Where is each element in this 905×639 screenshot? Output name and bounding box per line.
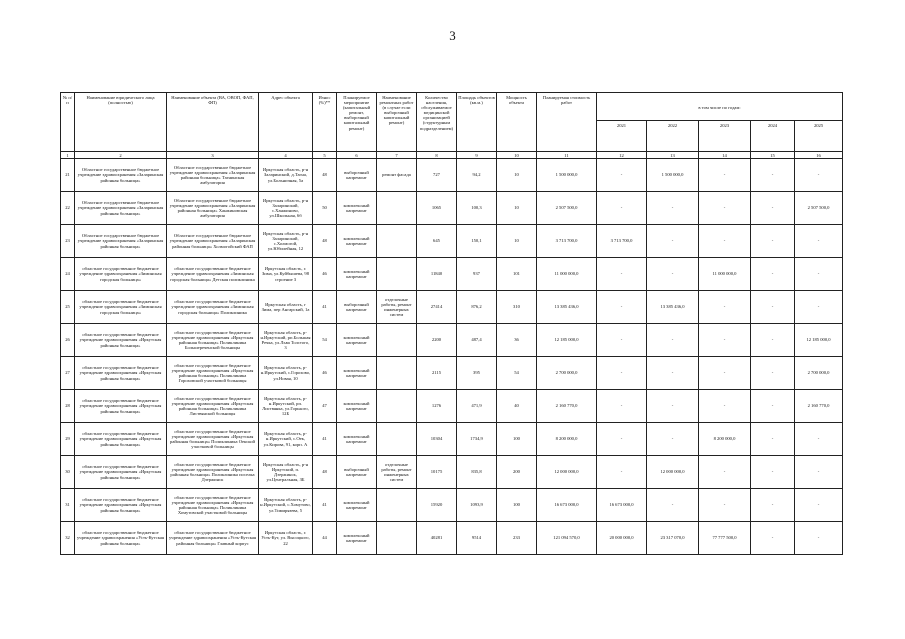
cell-event: выборочный капремонт xyxy=(337,456,377,489)
cell-wear: 41 xyxy=(313,489,337,522)
cell-2025: - xyxy=(795,522,843,555)
cell-entity: областное государственное бюджетное учреждение здравоохранения «Зиминская городская больница» xyxy=(75,258,167,291)
cell-event: комплексный капремонт xyxy=(337,489,377,522)
column-number: 5 xyxy=(313,152,337,159)
table-row xyxy=(61,324,843,357)
cell-cost: 1 500 000,0 xyxy=(537,159,597,192)
cell-2024: - xyxy=(751,489,795,522)
header-entity: Наименование юридического лица (полностью) xyxy=(75,93,167,152)
cell-2025: 2 507 500,0 xyxy=(795,192,843,225)
cell-works: отделочные работы, ремонт инженерных систем xyxy=(377,291,417,324)
header-year-2025: 2025 xyxy=(795,121,843,152)
cell-cost: 3 713 700,0 xyxy=(537,225,597,258)
cell-works xyxy=(377,357,417,390)
cell-area: 471,9 xyxy=(457,390,497,423)
cell-population: 11840 xyxy=(417,258,457,291)
cell-2023: 77 777 500,0 xyxy=(699,522,751,555)
cell-capacity: 100 xyxy=(497,423,537,456)
cell-2022: - xyxy=(647,390,699,423)
cell-wear: 54 xyxy=(313,324,337,357)
cell-2021: 16 673 000,0 xyxy=(597,489,647,522)
cell-2025: 2 160 770,0 xyxy=(795,390,843,423)
header-population: Количество населения, обслуживаемое медицинской организацией (структурным подразделением) xyxy=(417,93,457,152)
cell-wear: 46 xyxy=(313,357,337,390)
cell-object: Областное государственное бюджетное учреждение здравоохранения «Заларинская районная больница» Холмогойский ФАП xyxy=(167,225,259,258)
cell-2023: - xyxy=(699,291,751,324)
cell-2021: - xyxy=(597,159,647,192)
cell-2024: - xyxy=(751,423,795,456)
cell-population: 10175 xyxy=(417,456,457,489)
cell-number: 24 xyxy=(61,258,75,291)
cell-entity: областное государственное бюджетное учреждение здравоохранения «Иркутская районная больница» xyxy=(75,423,167,456)
column-number: 13 xyxy=(647,152,699,159)
cell-wear: 48 xyxy=(313,159,337,192)
cell-entity: Областное государственное бюджетное учреждение здравоохранения «Заларинская районная больница» xyxy=(75,159,167,192)
cell-number: 29 xyxy=(61,423,75,456)
cell-2023: - xyxy=(699,390,751,423)
cell-cost: 8 200 000,0 xyxy=(537,423,597,456)
header-wear: Износ (%)** xyxy=(313,93,337,152)
cell-2022: 23 317 070,0 xyxy=(647,522,699,555)
table-row xyxy=(61,291,843,324)
cell-event: выборочный капремонт xyxy=(337,159,377,192)
cell-capacity: 233 xyxy=(497,522,537,555)
cell-2023: - xyxy=(699,456,751,489)
cell-2022: - xyxy=(647,225,699,258)
cell-address: Иркутская область, р-н.Иркутский, с.Хомутово, ул.Тимирязева, 5 xyxy=(259,489,313,522)
cell-object: областное государственное бюджетное учреждение здравоохранения «Зиминская городская больница» Детская поликлиника xyxy=(167,258,259,291)
table-row xyxy=(61,423,843,456)
cell-2024: - xyxy=(751,522,795,555)
header-row xyxy=(61,93,843,121)
cell-address: Иркутская область, р-н.Иркутский, рп.Большая Речка, ул.Льва Толстого, 3 xyxy=(259,324,313,357)
table-row xyxy=(61,225,843,258)
header-year-2024: 2024 xyxy=(751,121,795,152)
cell-population: 10304 xyxy=(417,423,457,456)
column-number: 10 xyxy=(497,152,537,159)
cell-2023: - xyxy=(699,357,751,390)
cell-2021: 3 713 700,0 xyxy=(597,225,647,258)
cell-entity: областное государственное бюджетное учреждение здравоохранения «Усть-Кутская районная больница» xyxy=(75,522,167,555)
cell-2023: 11 000 000,0 xyxy=(699,258,751,291)
cell-2021: 20 000 000,0 xyxy=(597,522,647,555)
cell-area: 487,4 xyxy=(457,324,497,357)
cell-object: областное государственное бюджетное учреждение здравоохранения «Зиминская городская больница» Поликлиника xyxy=(167,291,259,324)
cell-address: Иркутская область, р-н Заларинский, д.Тагна, ул.Больничная, 5а xyxy=(259,159,313,192)
cell-address: Иркутская область, г. Зима, ул.Куйбышева, 98 строение 3 xyxy=(259,258,313,291)
table-row xyxy=(61,258,843,291)
cell-area: 150,1 xyxy=(457,225,497,258)
cell-number: 22 xyxy=(61,192,75,225)
header-cost: Планируемая стоимость работ xyxy=(537,93,597,152)
table-row xyxy=(61,192,843,225)
cell-works xyxy=(377,423,417,456)
cell-population: 727 xyxy=(417,159,457,192)
cell-2021: - xyxy=(597,456,647,489)
cell-2021: - xyxy=(597,192,647,225)
cell-2024: - xyxy=(751,225,795,258)
cell-cost: 11 000 000,0 xyxy=(537,258,597,291)
cell-capacity: 200 xyxy=(497,456,537,489)
cell-population: 2200 xyxy=(417,324,457,357)
column-number: 12 xyxy=(597,152,647,159)
cell-2025: - xyxy=(795,423,843,456)
cell-address: Иркутская область, г Зима, пер Ангарский, 1а xyxy=(259,291,313,324)
cell-area: 937 xyxy=(457,258,497,291)
header-object: Наименование объекта (ВА, ОВОП, ФАП, ФП) xyxy=(167,93,259,152)
cell-number: 31 xyxy=(61,489,75,522)
cell-2021: - xyxy=(597,324,647,357)
cell-object: областное государственное бюджетное учреждение здравоохранения «Иркутская районная больница» Поликлиника Большереченской больницы xyxy=(167,324,259,357)
cell-address: Иркутская область, р-н.Иркутский, рп. Листвянка, ул.Горького, 12Б xyxy=(259,390,313,423)
column-number: 7 xyxy=(377,152,417,159)
cell-2023: - xyxy=(699,159,751,192)
column-number: 15 xyxy=(751,152,795,159)
cell-number: 23 xyxy=(61,225,75,258)
cell-cost: 2 700 000,0 xyxy=(537,357,597,390)
cell-entity: областное государственное бюджетное учреждение здравоохранения «Иркутская районная больница» xyxy=(75,456,167,489)
cell-population: 1065 xyxy=(417,192,457,225)
column-numbers-row xyxy=(61,152,843,159)
column-number: 6 xyxy=(337,152,377,159)
cell-event: комплексный капремонт xyxy=(337,324,377,357)
table-row xyxy=(61,390,843,423)
cell-event: выборочный капремонт xyxy=(337,291,377,324)
table-row xyxy=(61,522,843,555)
cell-2025: - xyxy=(795,225,843,258)
cell-2024: - xyxy=(751,291,795,324)
cell-2024: - xyxy=(751,159,795,192)
cell-2022: - xyxy=(647,258,699,291)
cell-area: 835,8 xyxy=(457,456,497,489)
cell-wear: 41 xyxy=(313,423,337,456)
cell-2024: - xyxy=(751,192,795,225)
cell-2023: - xyxy=(699,324,751,357)
column-number: 4 xyxy=(259,152,313,159)
header-n: № п/п xyxy=(61,93,75,152)
column-number: 8 xyxy=(417,152,457,159)
cell-number: 27 xyxy=(61,357,75,390)
cell-address: Иркутская область, р-н Иркутский, п. Дзержинск, ул.Центральная, 3Б xyxy=(259,456,313,489)
cell-works: ремонт фасада xyxy=(377,159,417,192)
cell-population: 2115 xyxy=(417,357,457,390)
cell-2021: - xyxy=(597,423,647,456)
cell-2021: - xyxy=(597,357,647,390)
cell-population: 40281 xyxy=(417,522,457,555)
cell-2025: - xyxy=(795,291,843,324)
cell-cost: 16 673 000,0 xyxy=(537,489,597,522)
cell-event: комплексный капремонт xyxy=(337,258,377,291)
cell-works xyxy=(377,390,417,423)
cell-population: 15920 xyxy=(417,489,457,522)
cell-event: комплексный капремонт xyxy=(337,192,377,225)
cell-area: 9514 xyxy=(457,522,497,555)
cell-capacity: 10 xyxy=(497,225,537,258)
cell-2023: - xyxy=(699,489,751,522)
cell-works xyxy=(377,225,417,258)
cell-number: 28 xyxy=(61,390,75,423)
cell-address: Иркутская область, р-н Заларинский, с.Холмогой, ул.Юбилейная, 12 xyxy=(259,225,313,258)
cell-address: Иркутская область, р-н.Иркутский, с.Горохово, ул.Новая, 10 xyxy=(259,357,313,390)
cell-object: областное государственное бюджетное учреждение здравоохранения «Иркутская районная больница» Поликлиника Оекской участковой больницы xyxy=(167,423,259,456)
column-number: 3 xyxy=(167,152,259,159)
cell-object: областное государственное бюджетное учреждение здравоохранения «Иркутская районная больница» Поликлиника поселка Дзержинск xyxy=(167,456,259,489)
cell-2024: - xyxy=(751,324,795,357)
cell-2023: 8 200 000,0 xyxy=(699,423,751,456)
cell-event: комплексный капремонт xyxy=(337,357,377,390)
cell-2024: - xyxy=(751,357,795,390)
cell-2023: - xyxy=(699,192,751,225)
cell-object: областное государственное бюджетное учреждение здравоохранения «Иркутская районная больница» Поликлиника Хомутовской участковой больницы xyxy=(167,489,259,522)
header-event: Планируемое мероприятие (капитальный ремонт, выборочный капитальный ремонт) xyxy=(337,93,377,152)
cell-2023: - xyxy=(699,225,751,258)
cell-works xyxy=(377,192,417,225)
cell-wear: 47 xyxy=(313,390,337,423)
cell-capacity: 100 xyxy=(497,489,537,522)
cell-2022: - xyxy=(647,357,699,390)
cell-wear: 41 xyxy=(313,291,337,324)
cell-event: комплексный капремонт xyxy=(337,423,377,456)
cell-entity: областное государственное бюджетное учреждение здравоохранения «Иркутская районная больница» xyxy=(75,390,167,423)
cell-entity: областное государственное бюджетное учреждение здравоохранения «Иркутская районная больница» xyxy=(75,357,167,390)
cell-cost: 13 385 436,0 xyxy=(537,291,597,324)
column-number: 9 xyxy=(457,152,497,159)
cell-number: 21 xyxy=(61,159,75,192)
cell-population: 1276 xyxy=(417,390,457,423)
table-row xyxy=(61,159,843,192)
cell-wear: 48 xyxy=(313,225,337,258)
cell-2022: - xyxy=(647,324,699,357)
table-row xyxy=(61,489,843,522)
cell-cost: 12 000 000,0 xyxy=(537,456,597,489)
cell-works: отделочные работы, ремонт инженерных систем xyxy=(377,456,417,489)
header-area: Площадь объектов (кв.м.) xyxy=(457,93,497,152)
header-capacity: Мощность объекта xyxy=(497,93,537,152)
table-row xyxy=(61,456,843,489)
cell-2022: 12 000 000,0 xyxy=(647,456,699,489)
cell-area: 1734,9 xyxy=(457,423,497,456)
cell-cost: 2 507 500,0 xyxy=(537,192,597,225)
cell-works xyxy=(377,522,417,555)
header-year-2023: 2023 xyxy=(699,121,751,152)
cell-number: 25 xyxy=(61,291,75,324)
cell-wear: 44 xyxy=(313,522,337,555)
cell-event: комплексный капремонт xyxy=(337,390,377,423)
header-works: Наименование ремонтных работ (в случае если выборочный капитальный ремонт) xyxy=(377,93,417,152)
cell-entity: областное государственное бюджетное учреждение здравоохранения «Иркутская районная больница» xyxy=(75,489,167,522)
cell-area: 100,3 xyxy=(457,192,497,225)
cell-address: Иркутская область, г. Усть-Кут, ул. Высоцкого, 22 xyxy=(259,522,313,555)
cell-2022: 13 385 436,0 xyxy=(647,291,699,324)
column-number: 16 xyxy=(795,152,843,159)
cell-object: Областное государственное бюджетное учреждение здравоохранения «Заларинская районная больница» Ханжиновская амбулатория xyxy=(167,192,259,225)
cell-number: 30 xyxy=(61,456,75,489)
header-year-2022: 2022 xyxy=(647,121,699,152)
cell-entity: Областное государственное бюджетное учреждение здравоохранения «Заларинская районная больница» xyxy=(75,192,167,225)
column-number: 11 xyxy=(537,152,597,159)
facilities-table xyxy=(60,92,843,555)
cell-cost: 2 160 770,0 xyxy=(537,390,597,423)
cell-area: 876,2 xyxy=(457,291,497,324)
cell-2022: 1 500 000,0 xyxy=(647,159,699,192)
cell-number: 32 xyxy=(61,522,75,555)
cell-2024: - xyxy=(751,390,795,423)
cell-entity: областное государственное бюджетное учреждение здравоохранения «Зиминская городская больница» xyxy=(75,291,167,324)
cell-2025: - xyxy=(795,159,843,192)
cell-wear: 48 xyxy=(313,456,337,489)
cell-capacity: 36 xyxy=(497,324,537,357)
cell-capacity: 10 xyxy=(497,192,537,225)
cell-address: Иркутская область, р-н Заларинский, с.Ханжиново, ул.Школьная, 6б xyxy=(259,192,313,225)
cell-2025: - xyxy=(795,258,843,291)
cell-capacity: 54 xyxy=(497,357,537,390)
cell-entity: областное государственное бюджетное учреждение здравоохранения «Иркутская районная больница» xyxy=(75,324,167,357)
header-address: Адрес объекта xyxy=(259,93,313,152)
column-number: 1 xyxy=(61,152,75,159)
cell-2025: - xyxy=(795,489,843,522)
cell-2024: - xyxy=(751,258,795,291)
cell-entity: Областное государственное бюджетное учреждение здравоохранения «Заларинская районная больница» xyxy=(75,225,167,258)
cell-population: 27414 xyxy=(417,291,457,324)
cell-2025: - xyxy=(795,456,843,489)
header-years-group: в том числе по годам: xyxy=(597,93,843,121)
cell-capacity: 310 xyxy=(497,291,537,324)
cell-area: 94,2 xyxy=(457,159,497,192)
cell-object: областное государственное бюджетное учреждение здравоохранения «Иркутская районная больница» Поликлиника Листвянской больницы xyxy=(167,390,259,423)
cell-wear: 50 xyxy=(313,192,337,225)
cell-2024: - xyxy=(751,456,795,489)
cell-area: 1093,9 xyxy=(457,489,497,522)
cell-area: 395 xyxy=(457,357,497,390)
column-number: 14 xyxy=(699,152,751,159)
cell-address: Иркутская область, р-н.Иркутский, с.Оек, ул.Кирова, 91, корп. А xyxy=(259,423,313,456)
cell-2021: - xyxy=(597,258,647,291)
cell-2022: - xyxy=(647,489,699,522)
cell-population: 645 xyxy=(417,225,457,258)
cell-event: комплексный капремонт xyxy=(337,225,377,258)
header-year-2021: 2021 xyxy=(597,121,647,152)
cell-number: 26 xyxy=(61,324,75,357)
cell-cost: 121 094 570,0 xyxy=(537,522,597,555)
cell-works xyxy=(377,489,417,522)
cell-2022: - xyxy=(647,192,699,225)
cell-capacity: 101 xyxy=(497,258,537,291)
cell-object: Областное государственное бюджетное учреждение здравоохранения «Заларинская районная больница» Тагнинская амбулатория xyxy=(167,159,259,192)
column-number: 2 xyxy=(75,152,167,159)
cell-object: областное государственное бюджетное учреждение здравоохранения «Усть-Кутская районная больница» Главный корпус xyxy=(167,522,259,555)
cell-object: областное государственное бюджетное учреждение здравоохранения «Иркутская районная больница» Поликлиника Гороховской участковой больницы xyxy=(167,357,259,390)
cell-works xyxy=(377,258,417,291)
page-number: 3 xyxy=(449,28,456,43)
cell-2021: - xyxy=(597,291,647,324)
table-row xyxy=(61,357,843,390)
cell-2025: 12 185 000,0 xyxy=(795,324,843,357)
cell-wear: 46 xyxy=(313,258,337,291)
cell-works xyxy=(377,324,417,357)
cell-2025: 2 700 000,0 xyxy=(795,357,843,390)
cell-event: комплексный капремонт xyxy=(337,522,377,555)
cell-capacity: 40 xyxy=(497,390,537,423)
cell-capacity: 10 xyxy=(497,159,537,192)
cell-2022: - xyxy=(647,423,699,456)
cell-cost: 12 185 000,0 xyxy=(537,324,597,357)
cell-2021: - xyxy=(597,390,647,423)
